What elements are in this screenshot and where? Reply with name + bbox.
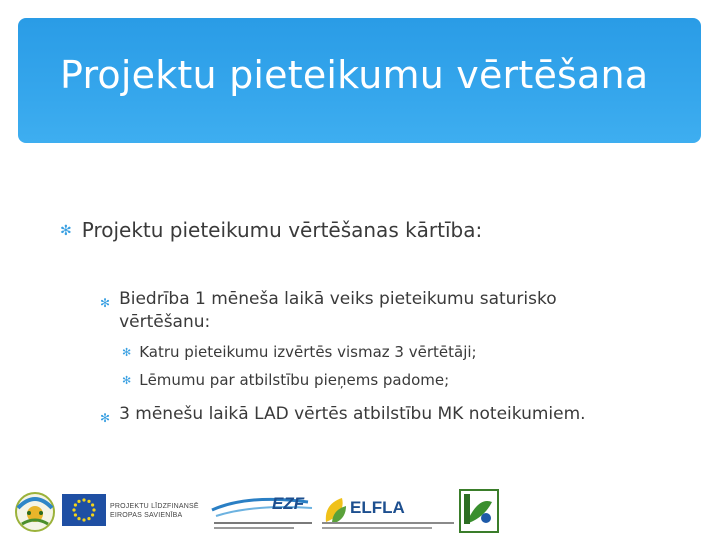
bullet-text: Katru pieteikumu izvērtēs vismaz 3 vērtētāji; (139, 343, 477, 361)
eu-text-line1: PROJEKTU LĪDZFINANSĒ (110, 503, 199, 510)
asterisk-bullet-icon: ✻ (122, 346, 132, 359)
elfla-subtext-lines (322, 520, 457, 534)
bullet-text: Biedrība 1 mēneša laikā veiks pieteikumu saturisko vērtēšanu: (119, 289, 557, 332)
eu-logo-text (110, 502, 205, 526)
leader-logo-icon (458, 488, 500, 534)
asterisk-bullet-icon: ✻ (122, 374, 132, 387)
bullet-level3-second (122, 371, 449, 389)
asterisk-bullet-icon: ✻ (60, 223, 72, 239)
bullet-text: Lēmumu par atbilstību pieņems padome; (139, 371, 450, 389)
bullet-text: Projektu pieteikumu vērtēšanas kārtība: (81, 218, 483, 242)
asterisk-bullet-icon: ✻ (100, 411, 111, 425)
bullet-text: 3 mēnešu laikā LAD vērtēs atbilstību MK noteikumiem. (119, 404, 586, 424)
bullet-level1 (60, 218, 482, 242)
elfla-text: ELFLA (350, 498, 405, 517)
asterisk-bullet-icon: ✻ (100, 296, 111, 310)
eu-flag-icon (62, 494, 106, 526)
bullet-level3-first (122, 343, 477, 361)
footer-logos (10, 488, 710, 536)
ezf-text: EZF (272, 494, 305, 513)
eu-text-line2: EIROPAS SAVIENĪBA (110, 512, 183, 519)
slide-title: Projektu pieteikumu vērtēšana (60, 53, 649, 97)
bullet-level2-second (100, 403, 586, 430)
partnership-logo-icon (12, 488, 58, 534)
bullet-level2-first (100, 288, 620, 334)
